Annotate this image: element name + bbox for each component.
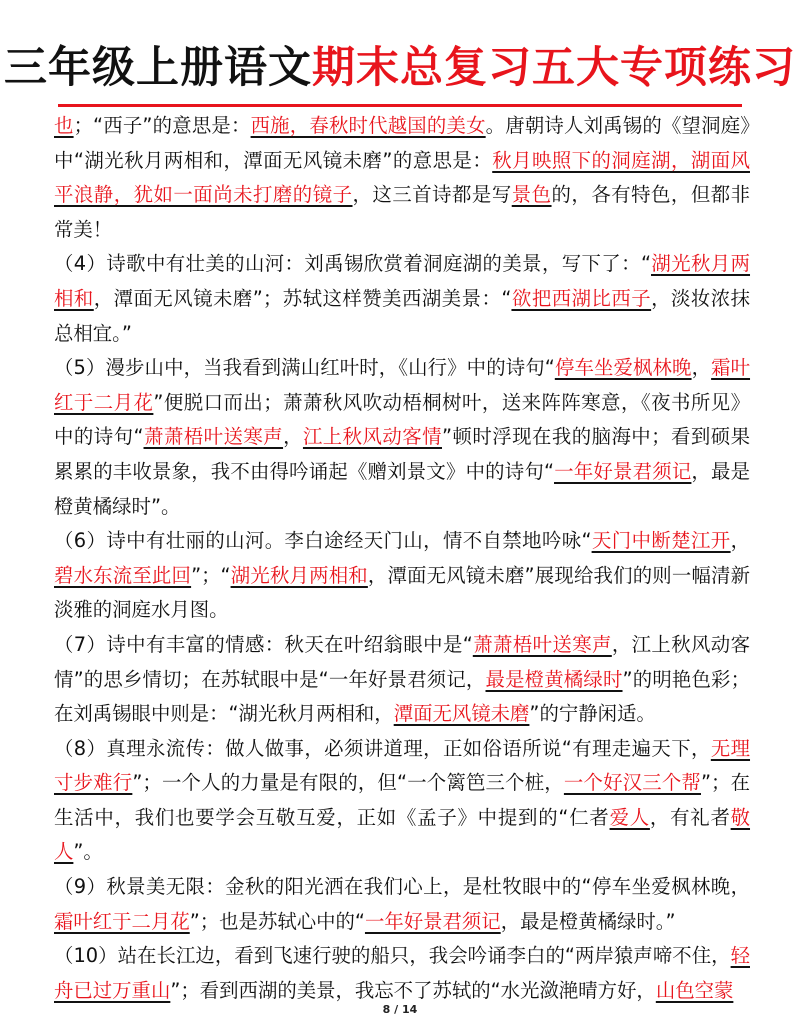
answer-highlight: 天门中断楚江开 (591, 529, 731, 553)
body-text: ”；也是苏轼心中的“ (189, 909, 365, 933)
answer-highlight: 霜叶红于二月花 (54, 909, 190, 933)
answer-highlight: 无理寸步难行 (54, 736, 751, 795)
body-text: ，最是橙黄橘绿时。” (500, 909, 676, 933)
body-text: （4）诗歌中有壮美的山河：刘禹锡欣赏着洞庭湖的美景，写下了：“ (54, 252, 651, 276)
answer-highlight: 最是橙黄橘绿时 (485, 667, 623, 691)
body-text: ”便脱口而出；萧萧秋风吹动梧桐树叶，送来阵阵寒意，《夜书所见》中的诗句“ (54, 390, 750, 449)
answer-highlight: 一年好景君须记 (554, 459, 692, 483)
body-text: ”；“ (191, 563, 231, 587)
body-text: （7）诗中有丰富的情感：秋天在叶绍翁眼中是“ (54, 632, 473, 656)
paragraph (54, 351, 750, 524)
answer-highlight: 一个好汉三个帮 (563, 771, 701, 795)
body-text: ”顿时浮现在我的脑海中；看到硕果累累的丰收景象，我不由得吟诵起《赠刘景文》中的诗句“ (54, 425, 751, 483)
answer-highlight: 西施，春秋时代越国的美女 (250, 114, 486, 137)
body-text: ，江上秋风动客情”的思乡情切；在苏轼眼中是“一年好景君须记， (54, 632, 751, 691)
answer-highlight: 湖光秋月两相和 (54, 252, 751, 310)
body-text: ，潭面无风镜未磨”展现给我们的则一幅清新淡雅的洞庭水月图。 (54, 563, 751, 622)
title-divider (58, 104, 742, 107)
answer-highlight: 停车坐爱枫林晚 (554, 356, 692, 380)
body-text: ，淡妆浓抹总相宜。” (54, 286, 751, 345)
body-text: ， (730, 529, 750, 553)
answer-highlight: 景色 (511, 183, 552, 207)
body-text: 。唐朝诗人刘禹锡的《望洞庭》中“湖光秋月两相和，潭面无风镜未磨”的意思是： (54, 114, 750, 172)
paragraph (54, 732, 750, 870)
paragraph (54, 247, 750, 351)
document-body (54, 109, 750, 1008)
paragraph (54, 628, 750, 732)
body-text: ”。 (73, 840, 103, 864)
body-text: ”的明艳色彩；在刘禹锡眼中则是：“湖光秋月两相和， (54, 667, 751, 726)
body-text: 的，各有特色，但都非常美！ (54, 183, 751, 241)
answer-highlight: 江上秋风动客情 (302, 425, 442, 449)
title-main: 三年级上册语文 (4, 43, 312, 93)
page-number: 8 / 14 (382, 1003, 418, 1016)
body-text: ，最是橙黄橘绿时”。 (54, 459, 751, 518)
title-highlight: 期末总复习五大专项练习 (312, 43, 796, 93)
answer-highlight: 霜叶红于二月花 (54, 356, 751, 414)
answer-highlight: 轻舟已过万重山 (54, 944, 750, 1002)
body-text: ， (283, 425, 303, 449)
body-text: ”；一个人的力量是有限的，但“一个篱笆三个桩， (132, 771, 564, 795)
answer-highlight: 碧水东流至此回 (54, 563, 192, 587)
answer-highlight: 潭面无风镜未磨 (393, 702, 530, 726)
body-text: ”；看到西湖的美景，我忘不了苏轼的“水光潋滟晴方好， (170, 978, 656, 1002)
answer-highlight: 萧萧梧叶送寒声 (472, 632, 612, 656)
answer-highlight: 山色空蒙 (655, 978, 734, 1002)
paragraph (54, 939, 750, 1008)
body-text: （10）站在长江边，看到飞速行驶的船只，我会吟诵李白的“两岸猿声啼不住， (54, 944, 731, 968)
body-text: （5）漫步山中，当我看到满山红叶时，《山行》中的诗句“ (54, 356, 555, 380)
body-text: ；“西子”的意思是： (73, 114, 251, 137)
paragraph (54, 870, 750, 939)
body-text: ”的宁静闲适。 (529, 702, 656, 726)
answer-highlight: 敬人 (54, 805, 751, 864)
body-text: （6）诗中有壮丽的山河。李白途经天门山，情不自禁地吟咏“ (54, 529, 592, 553)
paragraph (54, 524, 750, 628)
answer-highlight: 萧萧梧叶送寒声 (143, 425, 284, 449)
paragraph (54, 109, 750, 247)
body-text: ”；在生活中，我们也要学会互敬互爱，正如《孟子》中提到的“仁者 (54, 771, 751, 829)
body-text: （9）秋景美无限：金秋的阳光洒在我们心上，是杜牧眼中的“停车坐爱枫林晚， (54, 875, 750, 899)
answer-highlight: 秋月映照下的洞庭湖，湖面风平浪静，犹如一面尚未打磨的镜子 (54, 148, 750, 207)
body-text: ，有礼者 (649, 805, 731, 829)
answer-highlight: 欲把西湖比西子 (511, 286, 652, 310)
body-text: ，潭面无风镜未磨”；苏轼这样赞美西湖美景：“ (93, 286, 512, 310)
answer-highlight: 一年好景君须记 (364, 909, 501, 933)
body-text: （8）真理永流传：做人做事，必须讲道理，正如俗语所说“有理走遍天下， (54, 736, 711, 760)
answer-highlight: 也 (54, 114, 74, 137)
body-text: ，这三首诗都是写 (352, 183, 512, 207)
answer-highlight: 爱人 (609, 805, 650, 829)
answer-highlight: 湖光秋月两相和 (230, 563, 368, 587)
page-title (0, 40, 800, 96)
body-text: ， (691, 356, 712, 380)
